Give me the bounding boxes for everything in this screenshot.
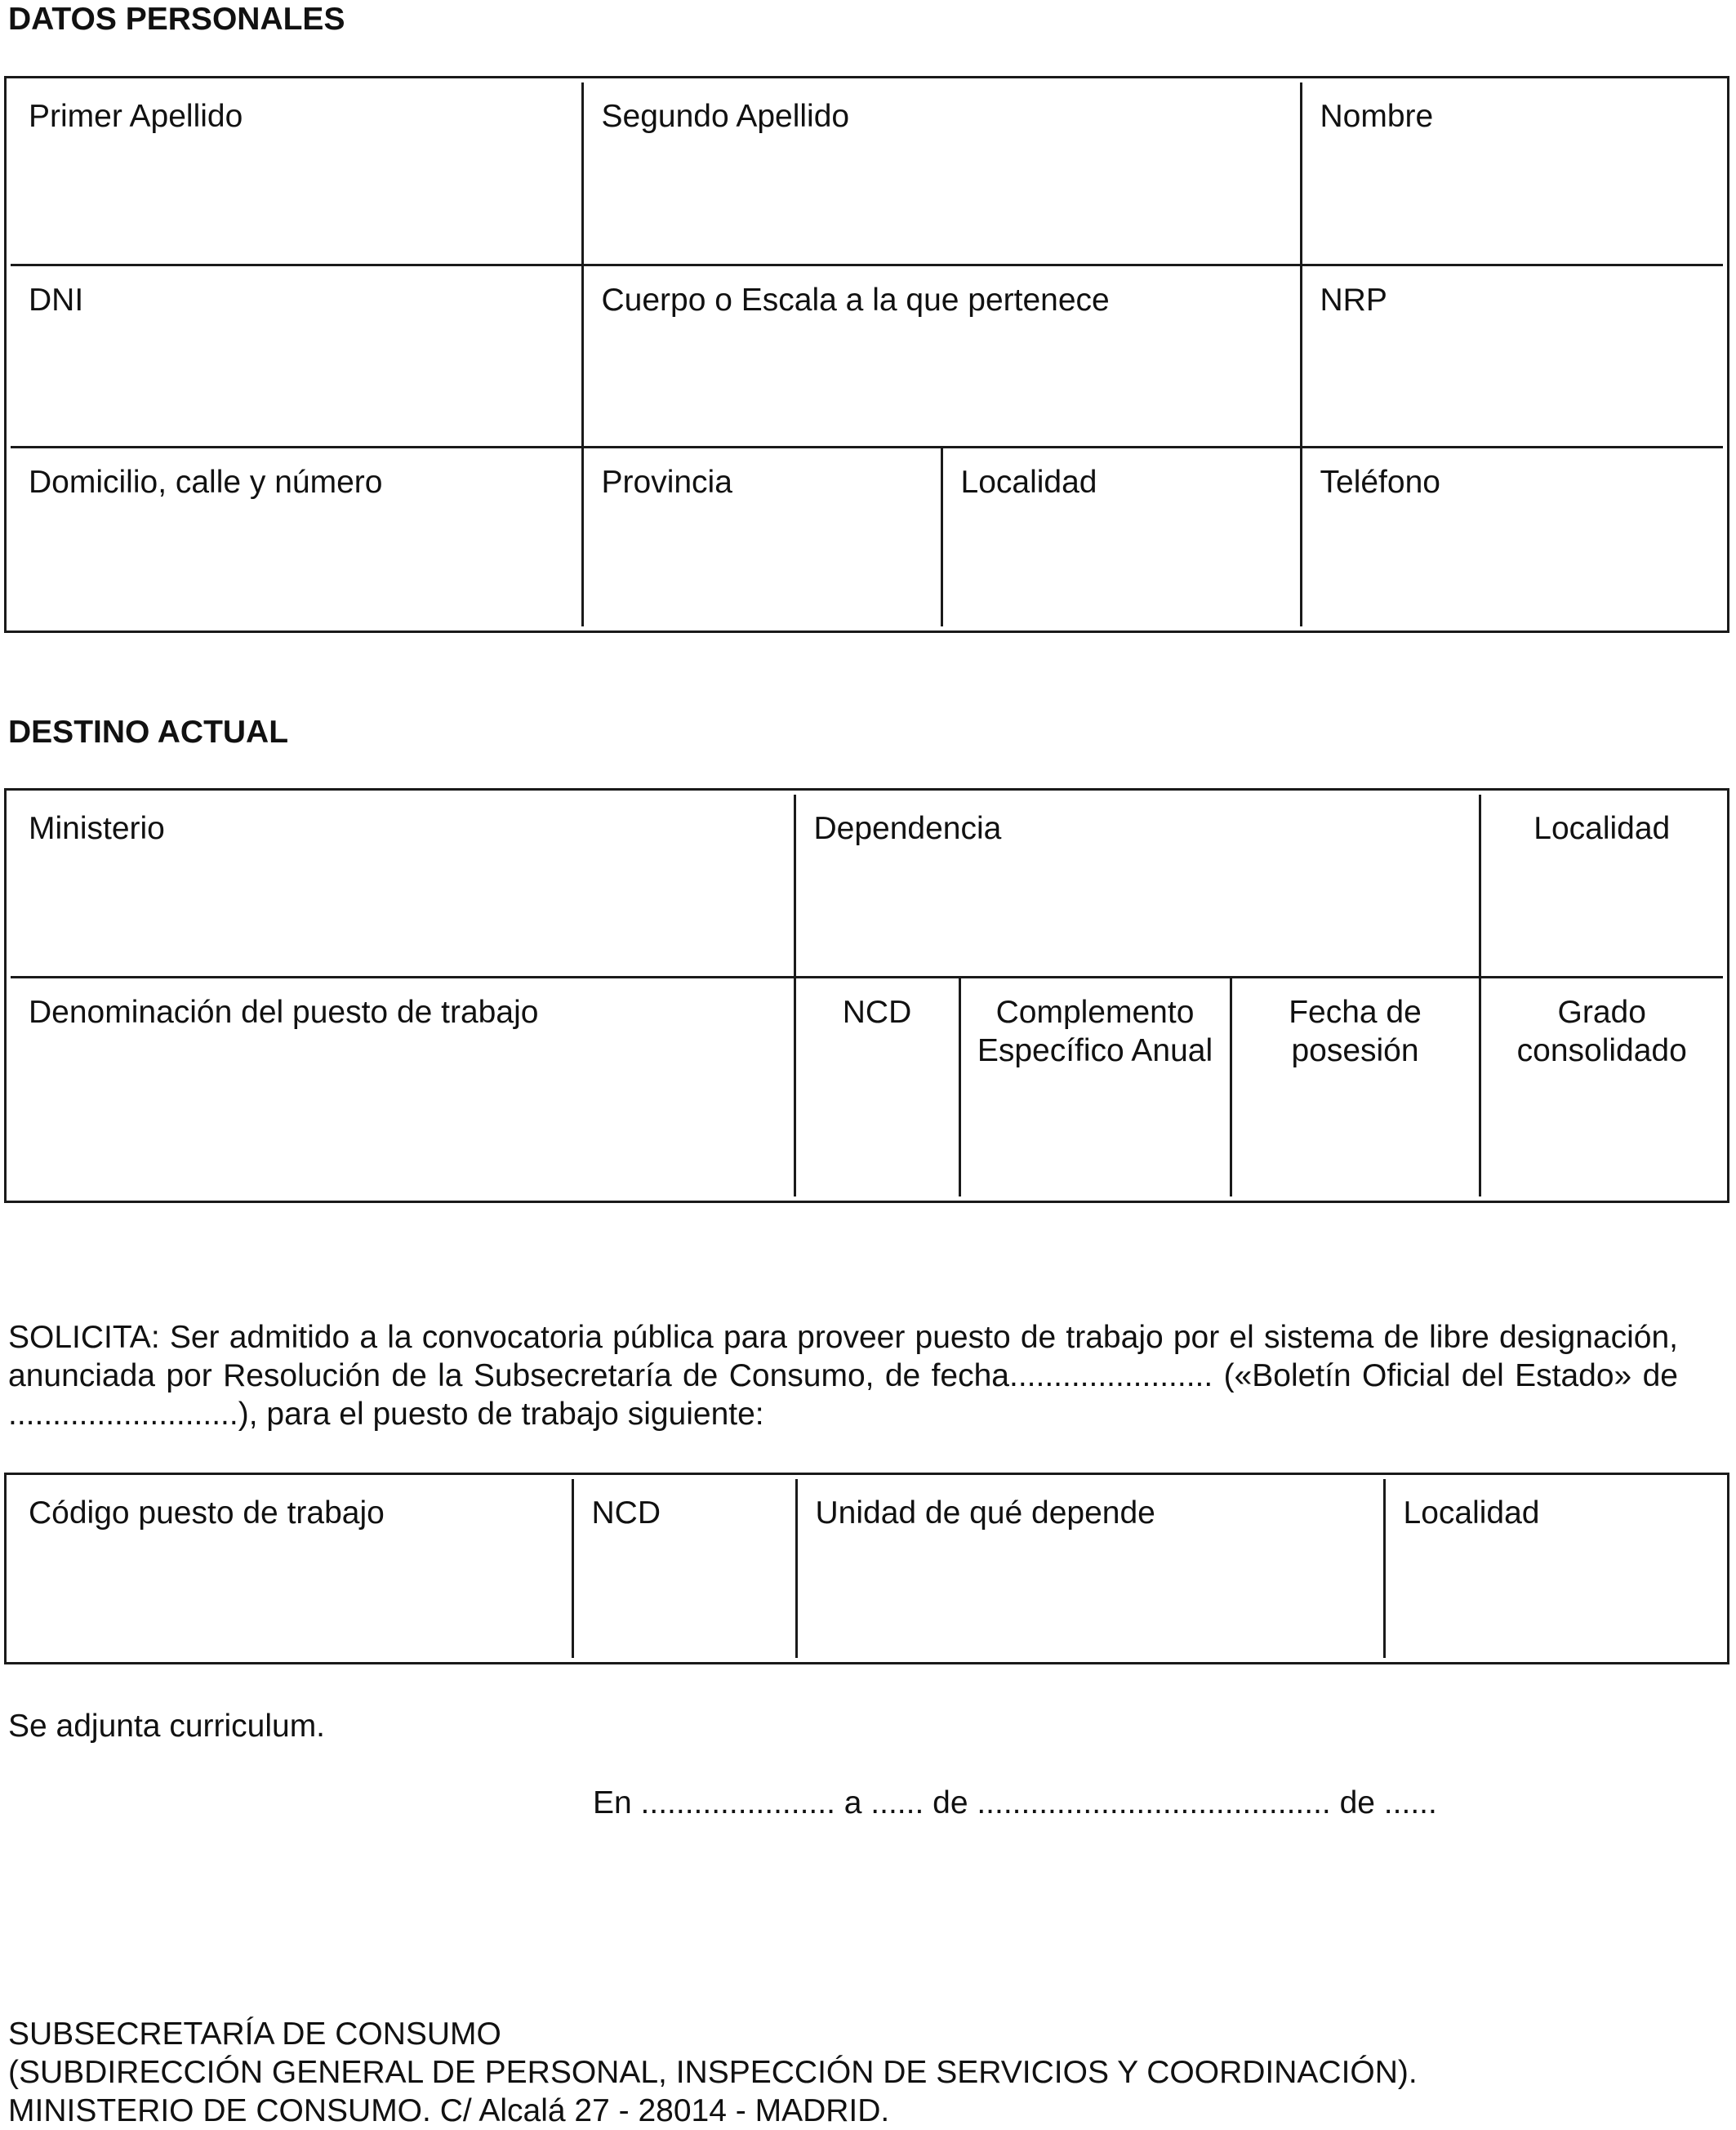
field-cuerpo-escala[interactable]: Cuerpo o Escala a la que pertenece — [582, 265, 1301, 447]
field-primer-apellido[interactable]: Primer Apellido — [11, 82, 582, 265]
field-codigo-puesto[interactable]: Código puesto de trabajo — [11, 1479, 572, 1658]
field-ncd[interactable]: NCD — [795, 977, 959, 1196]
place-date-line: En ...................... a ...... de ........................................ de ...... — [593, 1785, 1437, 1820]
footer-address — [8, 2015, 1418, 2130]
field-unidad-depende[interactable]: Unidad de qué depende — [796, 1479, 1384, 1658]
field-provincia[interactable]: Provincia — [582, 447, 941, 626]
footer-line-2: (SUBDIRECCIÓN GENERAL DE PERSONAL, INSPECCIÓN DE SERVICIOS Y COORDINACIÓN). — [8, 2055, 1418, 2090]
field-localidad-puesto[interactable]: Localidad — [1384, 1479, 1723, 1658]
field-telefono[interactable]: Teléfono — [1301, 447, 1723, 626]
field-ncd-puesto[interactable]: NCD — [572, 1479, 796, 1658]
curriculum-note: Se adjunta curriculum. — [8, 1709, 326, 1744]
field-dependencia[interactable]: Dependencia — [795, 795, 1480, 977]
field-fecha-posesion[interactable]: Fecha de posesión — [1231, 977, 1480, 1196]
field-localidad[interactable]: Localidad — [941, 447, 1301, 626]
field-segundo-apellido[interactable]: Segundo Apellido — [582, 82, 1301, 265]
requested-post-table — [4, 1473, 1729, 1664]
field-nrp[interactable]: NRP — [1301, 265, 1723, 447]
field-dni[interactable]: DNI — [11, 265, 582, 447]
section-heading-destino-actual: DESTINO ACTUAL — [8, 715, 289, 750]
personal-data-table — [4, 76, 1729, 633]
footer-line-1: SUBSECRETARÍA DE CONSUMO — [8, 2016, 501, 2052]
field-complemento-especifico[interactable]: Complemento Específico Anual — [959, 977, 1231, 1196]
field-ministerio[interactable]: Ministerio — [11, 795, 795, 977]
field-domicilio[interactable]: Domicilio, calle y número — [11, 447, 582, 626]
field-denominacion-puesto[interactable]: Denominación del puesto de trabajo — [11, 977, 795, 1196]
field-grado-consolidado[interactable]: Grado consolidado — [1480, 977, 1723, 1196]
section-heading-datos-personales: DATOS PERSONALES — [8, 2, 345, 37]
field-nombre[interactable]: Nombre — [1301, 82, 1723, 265]
current-post-table — [4, 788, 1729, 1203]
solicita-paragraph: SOLICITA: Ser admitido a la convocatoria pública para proveer puesto de trabajo por el sistema de libre designación, anunciada por Resolución de la Subsecretaría de Consumo, de fecha....................... («Boletín Oficial del Estado» de ..........................), para el puesto de trabajo siguiente: — [8, 1320, 1678, 1432]
field-localidad-destino[interactable]: Localidad — [1480, 795, 1723, 977]
footer-line-3: MINISTERIO DE CONSUMO. C/ Alcalá 27 - 28014 - MADRID. — [8, 2093, 890, 2128]
